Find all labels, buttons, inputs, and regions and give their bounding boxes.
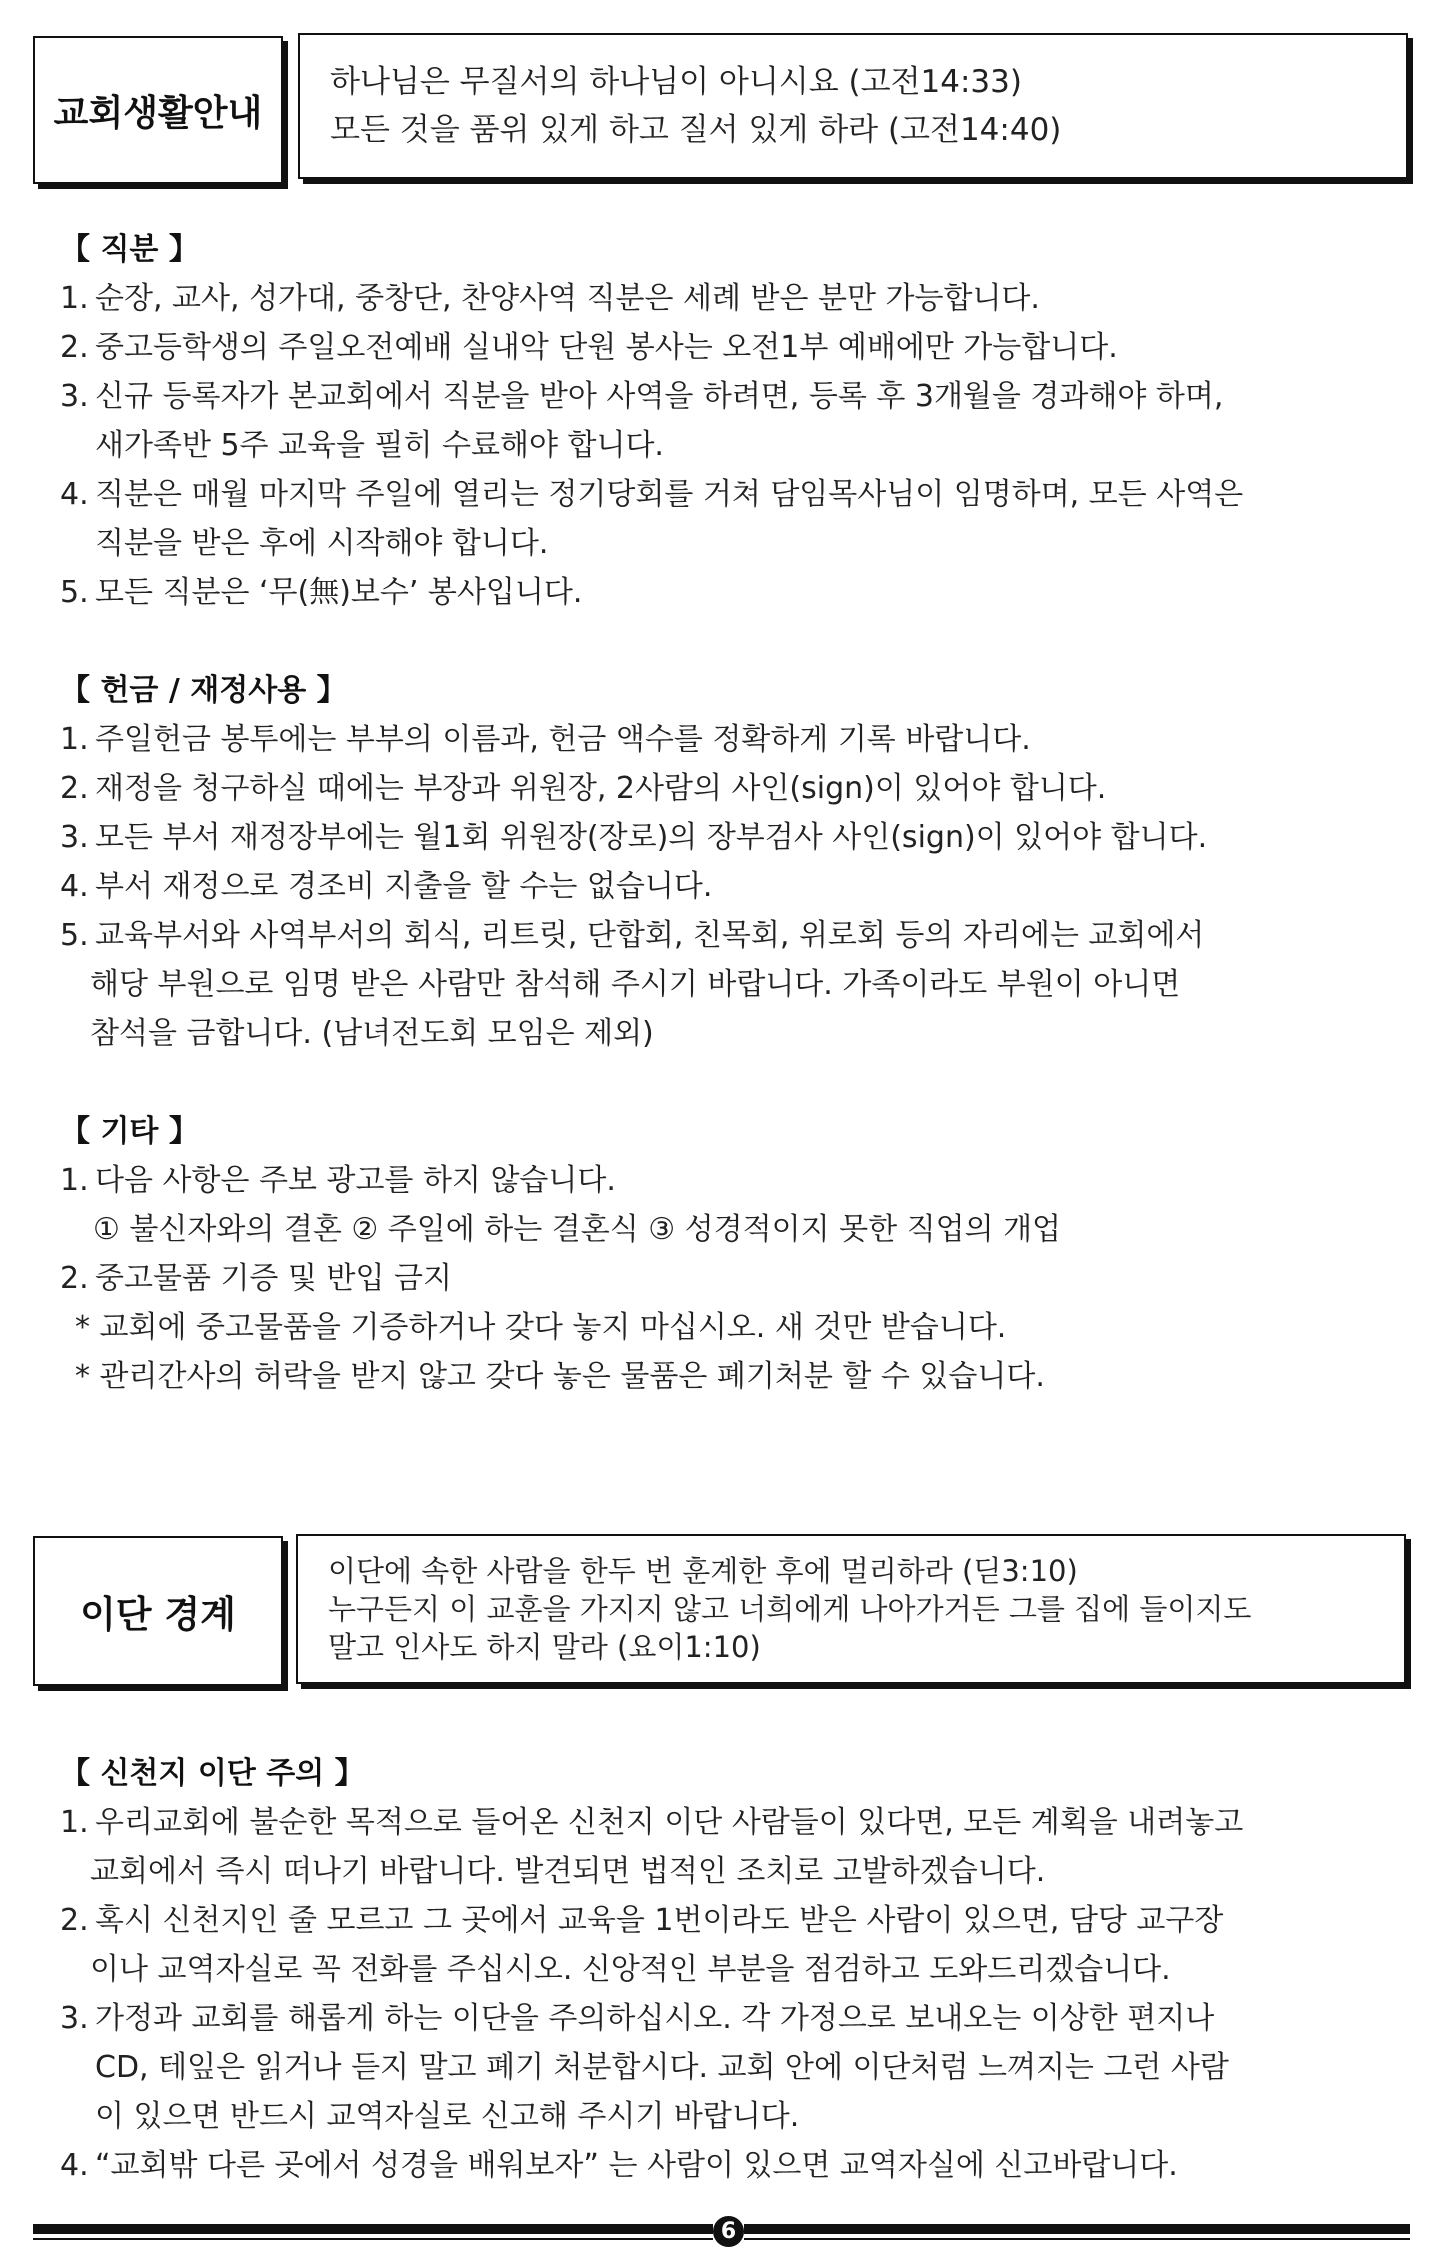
church-life-quote-box	[298, 33, 1408, 179]
quote-line: 누구든지 이 교훈을 가지지 않고 너희에게 나아가거든 그를 집에 들이지도	[328, 1592, 1252, 1626]
note-item: * 교회에 중고물품을 기증하거나 갖다 놓지 마십시오. 새 것만 받습니다.	[75, 1310, 1007, 1345]
church-life-title: 교회생활안내	[53, 92, 263, 134]
footer-rule	[33, 2238, 713, 2240]
footer-rule	[744, 2224, 1410, 2234]
etc-heading: 【 기타 】	[60, 1114, 199, 1149]
list-item: 2. 혹시 신천지인 줄 모르고 그 곳에서 교육을 1번이라도 받은 사람이 있으면, 담당 교구장	[60, 1903, 1224, 1938]
quote-line: 이단에 속한 사람을 한두 번 훈계한 후에 멀리하라 (딛3:10)	[328, 1554, 1078, 1588]
quote-line: 모든 것을 품위 있게 하고 질서 있게 하라 (고전14:40)	[330, 112, 1062, 148]
list-item-continued: 참석을 금합니다. (남녀전도회 모임은 제외)	[90, 1016, 654, 1051]
list-item: 2. 중고등학생의 주일오전예배 실내악 단원 봉사는 오전1부 예배에만 가능합니다.	[60, 330, 1118, 365]
footer-rule	[33, 2224, 713, 2234]
list-item-continued: 이 있으면 반드시 교역자실로 신고해 주시기 바랍니다.	[95, 2099, 800, 2134]
list-item: 2. 중고물품 기증 및 반입 금지	[60, 1261, 452, 1296]
quote-line: 말고 인사도 하지 말라 (요이1:10)	[328, 1630, 761, 1664]
page-number: 6	[713, 2216, 744, 2247]
offering-heading: 【 헌금 / 재정사용 】	[60, 673, 347, 708]
heresy-quote-box	[296, 1534, 1406, 1684]
list-item: 2. 재정을 청구하실 때에는 부장과 위원장, 2사람의 사인(sign)이 있어야 합니다.	[60, 771, 1107, 806]
list-item: 3. 모든 부서 재정장부에는 월1회 위원장(장로)의 장부검사 사인(sign)이 있어야 합니다.	[60, 820, 1208, 855]
list-item: 3. 신규 등록자가 본교회에서 직분을 받아 사역을 하려면, 등록 후 3개월을 경과해야 하며,	[60, 379, 1224, 414]
list-item-continued: 직분을 받은 후에 시작해야 합니다.	[95, 526, 549, 561]
list-item: 1. 우리교회에 불순한 목적으로 들어온 신천지 이단 사람들이 있다면, 모든 계획을 내려놓고	[60, 1805, 1244, 1840]
duty-heading: 【 직분 】	[60, 232, 199, 267]
list-item-continued: 이나 교역자실로 꼭 전화를 주십시오. 신앙적인 부분을 점검하고 도와드리겠습니다.	[90, 1952, 1171, 1987]
list-item: 1. 순장, 교사, 성가대, 중창단, 찬양사역 직분은 세례 받은 분만 가능합니다.	[60, 281, 1040, 316]
list-item-continued: CD, 테잎은 읽거나 듣지 말고 폐기 처분합시다. 교회 안에 이단처럼 느껴지는 그런 사람	[95, 2050, 1229, 2085]
note-item: * 관리간사의 허락을 받지 않고 갖다 놓은 물품은 폐기처분 할 수 있습니다.	[75, 1359, 1045, 1394]
list-item: 5. 모든 직분은 ‘무(無)보수’ 봉사입니다.	[60, 575, 583, 610]
shincheonji-heading: 【 신천지 이단 주의 】	[60, 1756, 365, 1791]
list-item-continued: 교회에서 즉시 떠나기 바랍니다. 발견되면 법적인 조치로 고발하겠습니다.	[90, 1854, 1046, 1889]
quote-line: 하나님은 무질서의 하나님이 아니시요 (고전14:33)	[330, 64, 1022, 100]
list-item: 3. 가정과 교회를 해롭게 하는 이단을 주의하십시오. 각 가정으로 보내오는 이상한 편지나	[60, 2001, 1215, 2036]
church-life-title-box	[33, 36, 283, 184]
heresy-title: 이단 경계	[80, 1593, 236, 1636]
list-item: 4. “교회밖 다른 곳에서 성경을 배워보자” 는 사람이 있으면 교역자실에 신고바랍니다.	[60, 2148, 1178, 2183]
heresy-title-box	[33, 1536, 283, 1686]
list-item: 4. 부서 재정으로 경조비 지출을 할 수는 없습니다.	[60, 869, 713, 904]
footer-rule	[744, 2238, 1410, 2240]
list-item-continued: 새가족반 5주 교육을 필히 수료해야 합니다.	[95, 428, 664, 463]
list-item: 5. 교육부서와 사역부서의 회식, 리트릿, 단합회, 친목회, 위로회 등의 자리에는 교회에서	[60, 918, 1205, 953]
list-item: 1. 주일헌금 봉투에는 부부의 이름과, 헌금 액수를 정확하게 기록 바랍니다.	[60, 722, 1031, 757]
list-item-continued: ① 불신자와의 결혼 ② 주일에 하는 결혼식 ③ 성경적이지 못한 직업의 개업	[93, 1212, 1062, 1247]
list-item: 4. 직분은 매월 마지막 주일에 열리는 정기당회를 거쳐 담임목사님이 임명하며, 모든 사역은	[60, 477, 1244, 512]
list-item: 1. 다음 사항은 주보 광고를 하지 않습니다.	[60, 1163, 616, 1198]
list-item-continued: 해당 부원으로 임명 받은 사람만 참석해 주시기 바랍니다. 가족이라도 부원이 아니면	[90, 967, 1181, 1002]
